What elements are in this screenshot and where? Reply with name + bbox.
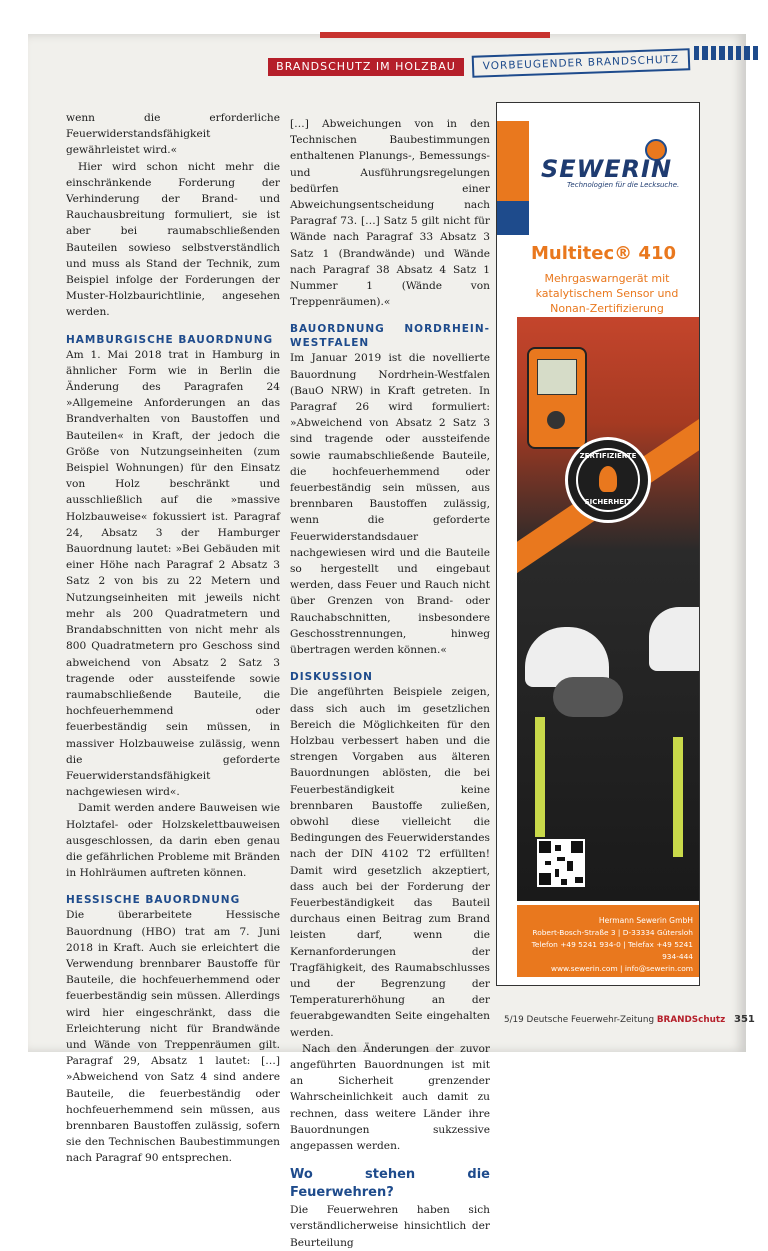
heading-diskussion: DISKUSSION	[290, 671, 373, 684]
ad-slogan: Technologien für die Lecksuche.	[567, 181, 680, 189]
gas-detector-device-icon	[527, 347, 587, 449]
paragraph-hamburg: Am 1. Mai 2018 trat in Hamburg in ähnlicher Form wie in Berlin die Änderung des Paragrafen 24 »Allgemeine Anforderungen an das Brandverhalten von Baustoffen und Bauteilen« in Kraft, der jedoch die Größe von Nutzungseinheiten (zum Beispiel Wohnungen) für den Einsatz von Holz beschränkt und ausschließlich auf die »massive Holzbauweise« fokussiert ist. Paragraf 24, Absatz 3 der Hamburger Bauordnung lautet: »Bei Gebäuden mit einer Höhe nach Paragraf 2 Absatz 3 Satz 2 von bis zu 22 Metern und Nutzungseinheiten mit jeweils nicht mehr als 200 Quadratmetern und Brandabschnitten von nicht mehr als 800 Quadratmetern pro Geschoss sind abweichend von Absatz 2 Satz 3 tragende oder aussteifende sowie raumabschließende Bauteile, die hochfeuerhemmend oder feuerbeständig sein müssen, in massiver Holzbauweise zulässig, wenn die geforderte Feuerwiderstandsfähigkeit nachgewiesen wird«.	[66, 348, 280, 799]
footer-issue: 5/19 Deutsche Feuerwehr-Zeitung	[504, 1015, 655, 1025]
paragraph-feuerwehren: Die Feuerwehren haben sich verständlicherweise hinsichtlich der Beurteilung	[290, 1204, 490, 1249]
reflective-stripe	[535, 717, 545, 837]
paragraph-continuation: […] Abweichungen von in den Technischen Baubestimmungen enthaltenen Planungs-, Bemessungs- und Ausführungsregelungen bedürfen einer Abweichungsentscheidung nach Paragraf 73. […] Satz 5 gilt nicht für Wände nach Paragraf 33 Absatz 3 Satz 1 (Brandwände) und Wände nach Paragraf 38 Absatz 4 Satz 1 Nummer 1 (Wände von Treppenräumen).«	[290, 118, 490, 309]
firefighter-helmet-icon	[649, 607, 699, 671]
ad-contact-block	[517, 905, 699, 977]
text-column-2	[290, 116, 490, 1251]
ad-firefighter-photo	[517, 317, 699, 901]
paragraph-hessen: Die überarbeitete Hessische Bauordnung (HBO) trat am 7. Juni 2018 in Kraft. Auch sie erleichtert die Verwendung brennbarer Baustoffe für Bauteile, die hochfeuerhemmend oder feuerbeständig sein müssen. Allerdings wird hier eingeschränkt, dass die Erleichterung nicht für Brandwände und Wände von Treppenräumen gilt. Paragraf 29, Absatz 1 lautet: […] »Abweichend von Satz 4 sind andere Bauteile, die feuerbeständig oder hochfeuerhemmend sein müssen, aus brennbaren Baustoffen zulässig, sofern sie den Technischen Baubestimmungen nach Paragraf 90 entsprechen.	[66, 909, 280, 1165]
heading-hessen: HESSISCHE BAUORDNUNG	[66, 894, 241, 907]
flame-icon	[599, 466, 617, 492]
top-color-strip	[320, 32, 550, 38]
breathing-mask-icon	[553, 677, 623, 717]
heading-feuerwehren: Wo stehen die Feuerwehren?	[290, 1167, 490, 1201]
reflective-stripe	[673, 737, 683, 857]
header-stripes	[694, 46, 758, 60]
paragraph-intro: wenn die erforderliche Feuerwiderstandsfähigkeit gewährleistet wird.«	[66, 112, 280, 157]
section-tag-vorbeugender-brandschutz: VORBEUGENDER BRANDSCHUTZ	[472, 48, 691, 78]
ad-product-name: Multitec® 410	[531, 243, 676, 264]
qr-code[interactable]	[537, 839, 585, 887]
paragraph-damit: Damit werden andere Bauweisen wie Holztafel- oder Holzskelettbauweisen ausgeschlossen, da darin eben genau die gefährlichen Probleme mit Bränden in Hohlräumen auftreten können.	[66, 802, 280, 880]
text-column-1	[66, 110, 280, 1167]
ad-orange-bar	[497, 121, 529, 201]
paragraph-nrw: Im Januar 2019 ist die novellierte Bauordnung Nordrhein-Westfalen (BauO NRW) in Kraft getreten. In Paragraf 26 wird formuliert: »Abweichend von Absatz 2 Satz 3 sind tragende oder aussteifende sowie raumabschließende Bauteile, die hochfeuerhemmend oder feuerbeständig sein müssen, aus brennbaren Baustoffen zulässig, wenn die geforderte Feuerwiderstandsdauer nachgewiesen wird und die Bauteile so hergestellt und eingebaut werden, dass Feuer und Rauch nicht über Grenzen von Brand- oder Rauchabschnitten, insbesondere Geschosstrennungen, hinweg übertragen werden können.«	[290, 352, 490, 657]
heading-hamburg: HAMBURGISCHE BAUORDNUNG	[66, 333, 274, 346]
seal-text-bottom: SICHERHEIT	[584, 498, 632, 506]
ad-phone: Telefon +49 5241 934-0 | Telefax +49 5241 934-444	[531, 940, 693, 961]
paragraph-diskussion: Die angeführten Beispiele zeigen, dass sich auch im gesetzlichen Bereich die Möglichkeiten für den Holzbau verbessert haben und die strengen Vorgaben aus älteren Bauordnungen ablösten, die bei Feuerbeständigkeit keine brennbaren Baustoffe zuließen, obwohl diese vielleicht die Bedingungen des Feuerwiderstandes nach der DIN 4102 T2 erfüllten! Damit wird gesetzlich akzeptiert, dass auch bei der Forderung der Feuerbeständigkeit das Bauteil durchaus einen Beitrag zum Brand leisten darf, wenn die Kernanforderungen der Tragfähigkeit, des Raumabschlusses und der Begrenzung der Temperaturerhöhung an der feuerabgewandten Seite eingehalten werden.	[290, 686, 490, 1039]
ad-web[interactable]: www.sewerin.com | info@sewerin.com	[550, 964, 693, 973]
ad-blue-bar	[497, 201, 529, 235]
ad-company-name: Hermann Sewerin GmbH	[598, 916, 693, 925]
seal-text-top: ZERTIFIZIERTE	[579, 452, 637, 460]
certification-seal-icon	[565, 437, 651, 523]
section-tag-brandschutz-holzbau: BRANDSCHUTZ IM HOLZBAU	[268, 58, 464, 76]
ad-address: Robert-Bosch-Straße 3 | D-33334 Gütersloh	[532, 928, 693, 937]
heading-nrw: BAUORDNUNG NORDRHEIN-WESTFALEN	[290, 323, 490, 350]
sewerin-advertisement	[496, 102, 700, 986]
page-number: 351	[734, 1014, 755, 1025]
footer-brand: BRANDSchutz	[656, 1015, 726, 1025]
page-header	[0, 46, 768, 76]
paragraph-berlin: Hier wird schon nicht mehr die einschränkende Forderung der Verhinderung der Brand- und Rauchausbreitung formuliert, sie ist aber bei raumabschließenden Bauteilen sowieso selbstverständlich und muss als Stand der Technik, zum Beispiel infolge der Forderungen der Muster-Holzbaurichtlinie, angesehen werden.	[66, 160, 280, 319]
paragraph-nach: Nach den Änderungen der zuvor angeführten Bauordnungen ist mit an Sicherheit grenzender Wahrscheinlichkeit auch damit zu rechnen, dass weitere Länder ihre Bauordnungen sukzessive angepassen werden.	[290, 1042, 490, 1152]
sewerin-logo: SEWERIN	[541, 155, 673, 183]
page-footer	[504, 1014, 755, 1025]
ad-product-description: Mehrgaswarngerät mit katalytischem Sensor und Nonan-Zertifizierung	[535, 272, 679, 315]
